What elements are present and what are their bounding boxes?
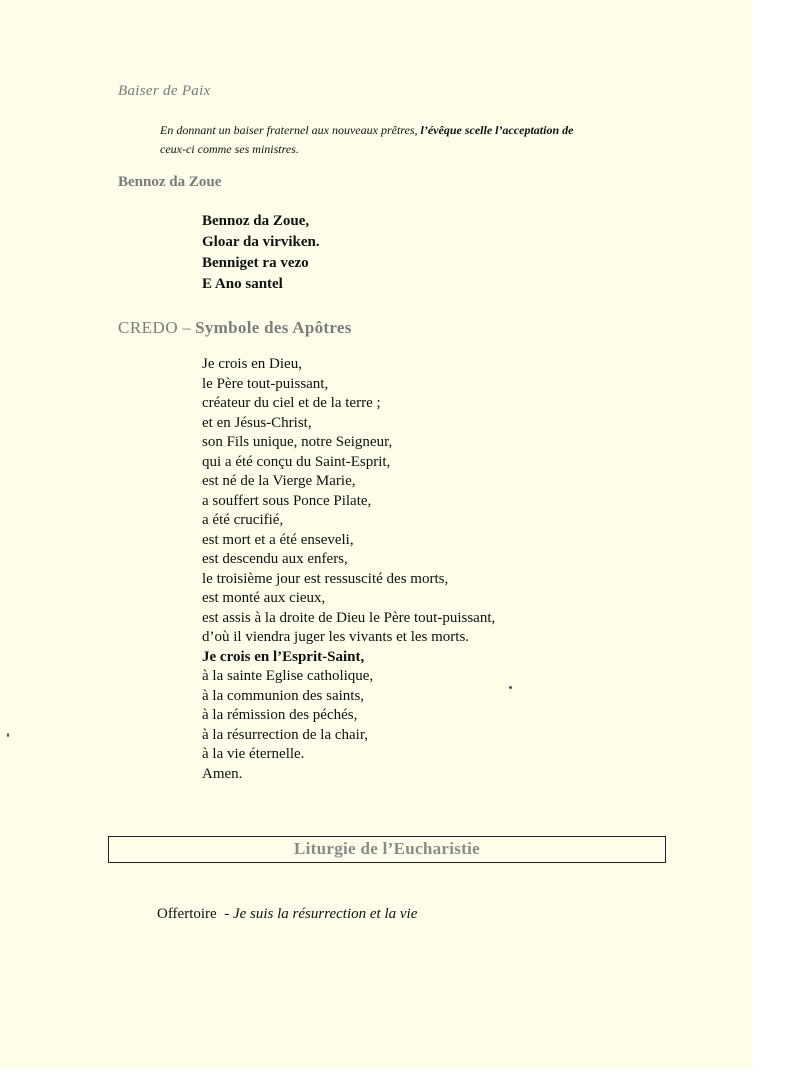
scan-speck (7, 733, 9, 737)
credo-line: à la rémission des péchés, (202, 707, 358, 723)
credo-heading-dash: – (178, 318, 196, 337)
credo-heading-caps: CREDO (118, 318, 179, 337)
credo-line: est assis à la droite de Dieu le Père tout-puissant, (202, 609, 496, 626)
credo-line: à la résurrection de la chair, (202, 726, 368, 743)
bennoz-line: E Ano santel (202, 276, 283, 292)
credo-line: est monté aux cieux, (202, 590, 326, 606)
bennoz-line: Bennoz da Zoue, (202, 213, 310, 229)
liturgie-title: Liturgie de l’Eucharistie (294, 839, 480, 858)
credo-line: son Fils unique, notre Seigneur, (202, 434, 393, 450)
liturgie-banner (108, 836, 666, 863)
credo-line: a souffert sous Ponce Pilate, (202, 492, 372, 509)
baiser-de-paix-heading: Baiser de Paix (118, 83, 211, 99)
offertoire-song: Je suis la résurrection et la vie (232, 906, 418, 922)
scan-margin-bottom (0, 1068, 752, 1080)
bennoz-line: Benniget ra vezo (202, 255, 309, 271)
credo-line: qui a été conçu du Saint-Esprit, (202, 453, 391, 470)
credo-line: et en Jésus-Christ, (202, 414, 312, 431)
credo-line: le Père tout-puissant, (202, 375, 329, 392)
intro-part1: En donnant un baiser fraternel aux nouveaux prêtres, (160, 123, 421, 137)
credo-line: est né de la Vierge Marie, (202, 473, 356, 489)
credo-line: a été crucifié, (202, 512, 284, 528)
intro-part2: ceux-ci comme ses ministres. (160, 142, 299, 156)
baiser-intro-text (160, 121, 680, 159)
credo-line: à la communion des saints, (202, 687, 365, 704)
credo-line: le troisième jour est ressuscité des morts, (202, 570, 449, 587)
intro-bold: l’évêque scelle l’acceptation de (420, 123, 574, 137)
credo-line: est descendu aux enfers, (202, 551, 348, 567)
bennoz-line: Gloar da virviken. (202, 234, 320, 250)
scan-margin-right (752, 0, 786, 1080)
offertoire-label: Offertoire (157, 906, 217, 922)
credo-line: Je crois en Dieu, (202, 356, 302, 372)
credo-line: est mort et a été enseveli, (202, 531, 354, 548)
credo-text (202, 355, 495, 784)
scan-speck (509, 686, 512, 689)
credo-line: Je crois en l’Esprit-Saint, (202, 648, 365, 665)
credo-heading (118, 318, 352, 338)
credo-line: Amen. (202, 765, 243, 782)
bennoz-verse (202, 211, 320, 295)
credo-line: à la sainte Eglise catholique, (202, 668, 374, 684)
credo-heading-sub: Symbole des Apôtres (195, 318, 352, 337)
credo-line: créateur du ciel et de la terre ; (202, 395, 381, 411)
credo-line: à la vie éternelle. (202, 746, 305, 762)
credo-line: d’où il viendra juger les vivants et les morts. (202, 629, 470, 645)
offertoire-line (157, 906, 417, 923)
bennoz-heading: Bennoz da Zoue (118, 174, 222, 190)
offertoire-dash: - (216, 906, 233, 922)
